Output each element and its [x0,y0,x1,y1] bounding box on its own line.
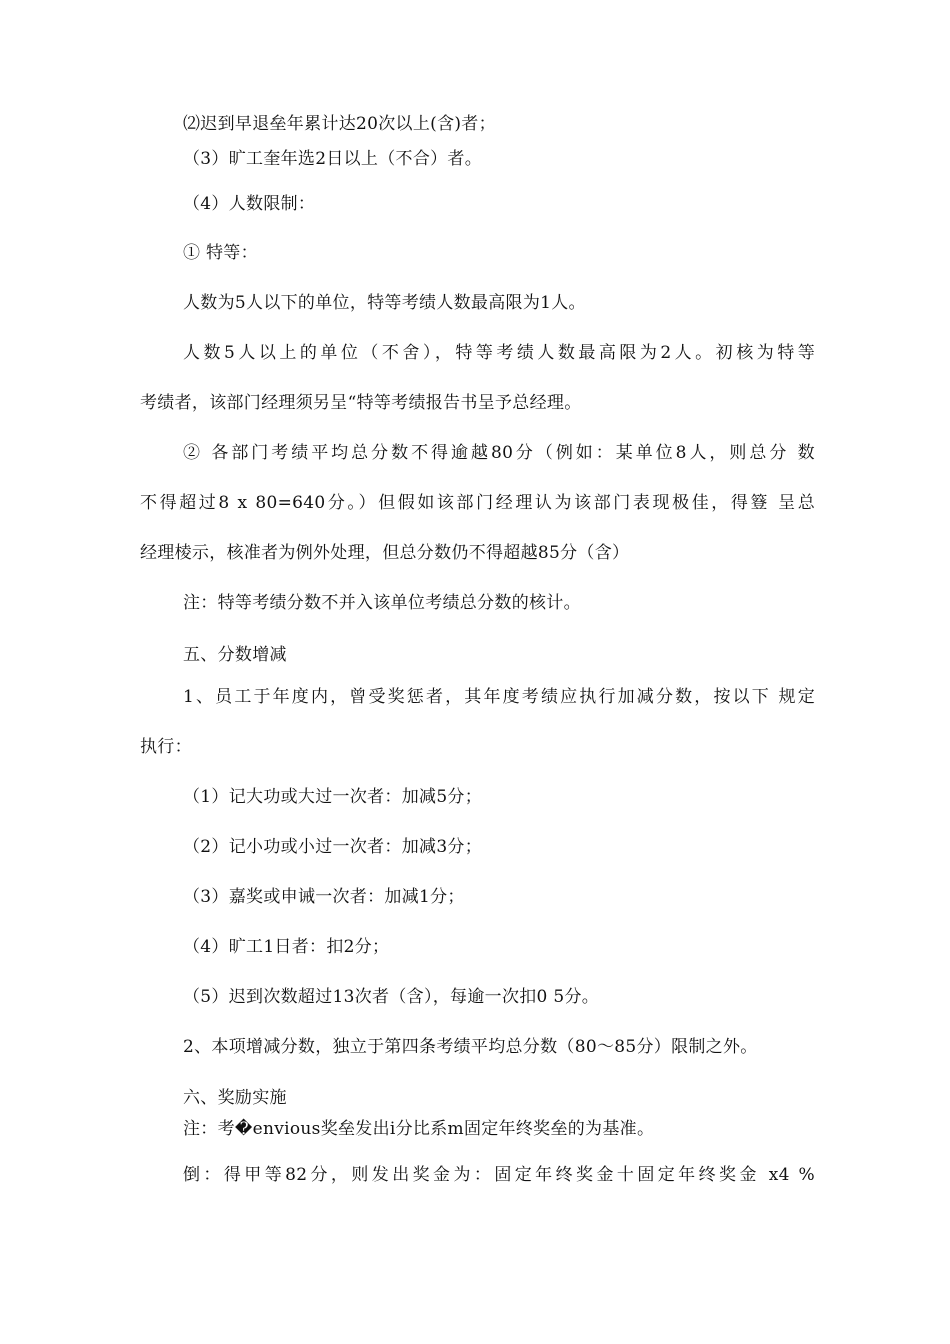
section-heading-score-adjustment: 五、分数增减 [183,645,287,665]
text-line-absence-limit: （3）旷工奎年选2日以上（不合）者。 [183,149,483,169]
text-line-report-requirement: 考绩者，该部门经理须另呈“特等考绩报告书呈予总经理。 [140,393,582,413]
text-line-independent-adjustment: 2、本项增减分数，独立于第四条考绩平均总分数（80〜85分）限制之外。 [183,1037,758,1057]
text-line-bonus-note: 注：考�envious奖垒发出i分比系m固定年终奖垒的为基准。 [183,1119,655,1139]
text-line-execute: 执行： [140,737,192,757]
text-line-special-grade: ① 特等： [183,243,258,263]
text-line-exception-handling: 经理棱示，核准者为例外处理，但总分数仍不得超越85分（含） [140,543,630,563]
text-line-late-leave-limit: ⑵迟到早退垒年累计达20次以上(含)者； [183,114,496,134]
text-line-over-five-rule: 人数5人以上的单位（不舍），特等考绩人数最高限为2人。初核为特等 [183,343,815,363]
text-line-special-grade-note: 注：特等考绩分数不并入该单位考绩总分数的核计。 [183,593,581,613]
text-line-bonus-example: 倒：得甲等82分，则发出奖金为：固定年终奖金十固定年终奖金 x4 % [183,1165,815,1185]
text-line-under-five-rule: 人数为5人以下的单位，特等考绩人数最高限为1人。 [183,293,586,313]
text-line-total-score-example: 不得超过8 x 80=640分。）但假如该部门经理认为该部门表现极佳，得簦 呈总 [140,493,815,513]
text-line-reward-penalty-rule: 1、员工于年度内，曾受奖惩者，其年度考绩应执行加减分数，按以下 规定 [183,687,815,707]
list-item-minor-merit: （2）记小功或小过一次者：加减3分； [183,837,483,857]
section-heading-reward-implementation: 六、奖励实施 [183,1088,287,1108]
list-item-major-merit: （1）记大功或大过一次者：加减5分； [183,787,483,807]
list-item-lateness-deduction: （5）迟到次数超过13次者（含），每逾一次扣0 5分。 [183,987,600,1007]
text-line-average-score-limit: ② 各部门考绩平均总分数不得逾越80分（例如：某单位8人，则总分 数 [183,443,815,463]
list-item-commendation: （3）嘉奖或申诫一次者：加减1分； [183,887,465,907]
text-line-headcount-limit: （4）人数限制： [183,194,316,214]
list-item-absence-deduction: （4）旷工1日者：扣2分； [183,937,390,957]
